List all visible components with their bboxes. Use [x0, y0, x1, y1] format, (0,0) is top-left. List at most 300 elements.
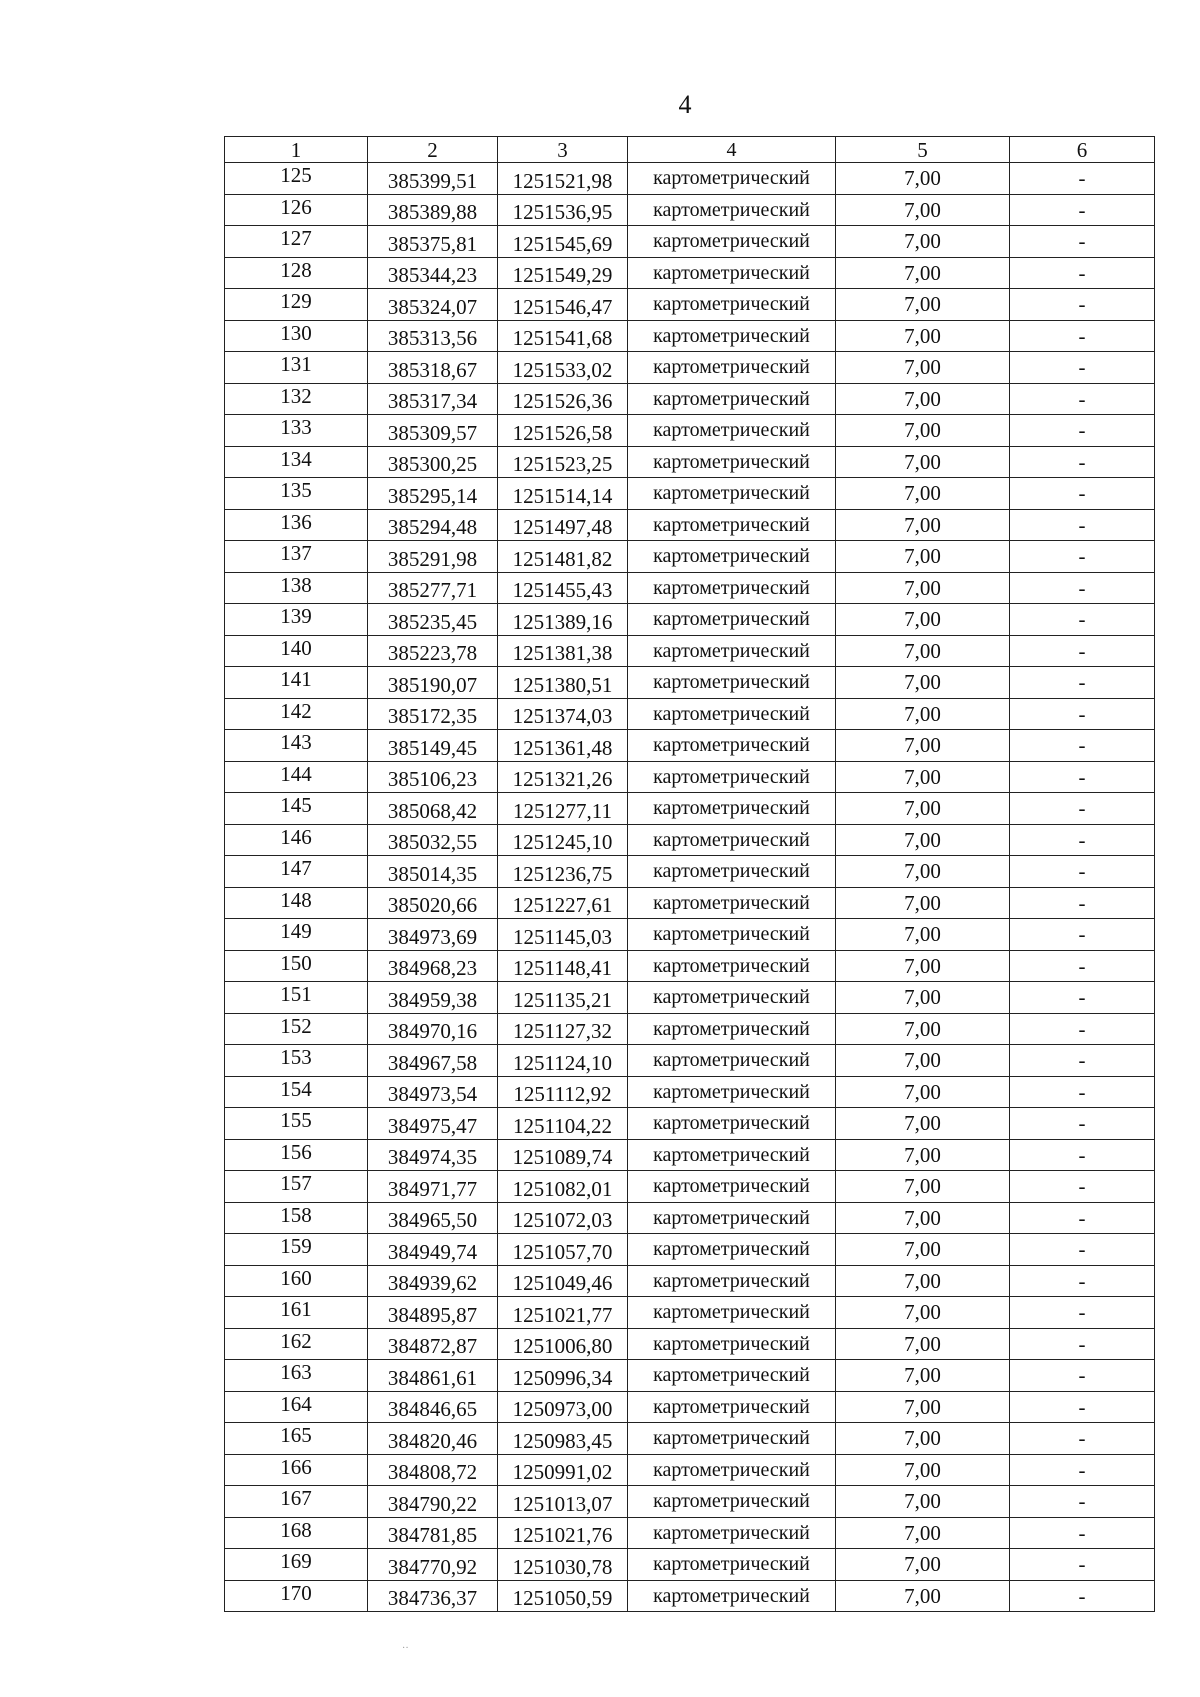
method-cell: картометрический	[628, 1013, 836, 1045]
header-cell-method: 4	[628, 137, 836, 163]
table-row	[225, 1265, 1155, 1297]
method-cell: картометрический	[628, 1391, 836, 1423]
point-number-cell: 130	[225, 320, 368, 352]
x-coordinate-cell: 385399,51	[368, 163, 498, 195]
method-cell: картометрический	[628, 919, 836, 951]
table-row	[225, 667, 1155, 699]
description-cell: -	[1010, 950, 1155, 982]
x-coordinate-cell: 385032,55	[368, 824, 498, 856]
y-coordinate-cell: 1251523,25	[498, 446, 628, 478]
point-number-cell: 168	[225, 1517, 368, 1549]
point-number-cell: 167	[225, 1486, 368, 1518]
header-cell-x: 2	[368, 137, 498, 163]
description-cell: -	[1010, 1517, 1155, 1549]
description-cell: -	[1010, 1580, 1155, 1612]
y-coordinate-cell: 1251236,75	[498, 856, 628, 888]
x-coordinate-cell: 384970,16	[368, 1013, 498, 1045]
point-number-cell: 142	[225, 698, 368, 730]
method-cell: картометрический	[628, 1234, 836, 1266]
y-coordinate-cell: 1250996,34	[498, 1360, 628, 1392]
description-cell: -	[1010, 226, 1155, 258]
accuracy-cell: 7,00	[836, 1297, 1010, 1329]
accuracy-cell: 7,00	[836, 478, 1010, 510]
table-row	[225, 1108, 1155, 1140]
description-cell: -	[1010, 541, 1155, 573]
accuracy-cell: 7,00	[836, 320, 1010, 352]
y-coordinate-cell: 1250983,45	[498, 1423, 628, 1455]
accuracy-cell: 7,00	[836, 1076, 1010, 1108]
y-coordinate-cell: 1251030,78	[498, 1549, 628, 1581]
table-row	[225, 194, 1155, 226]
table-row	[225, 383, 1155, 415]
method-cell: картометрический	[628, 1360, 836, 1392]
method-cell: картометрический	[628, 383, 836, 415]
x-coordinate-cell: 384967,58	[368, 1045, 498, 1077]
x-coordinate-cell: 384973,54	[368, 1076, 498, 1108]
y-coordinate-cell: 1251549,29	[498, 257, 628, 289]
header-cell-point-number: 1	[225, 137, 368, 163]
table-row	[225, 1202, 1155, 1234]
table-row	[225, 541, 1155, 573]
description-cell: -	[1010, 320, 1155, 352]
table-row	[225, 1076, 1155, 1108]
y-coordinate-cell: 1251321,26	[498, 761, 628, 793]
accuracy-cell: 7,00	[836, 226, 1010, 258]
accuracy-cell: 7,00	[836, 604, 1010, 636]
point-number-cell: 133	[225, 415, 368, 447]
description-cell: -	[1010, 982, 1155, 1014]
x-coordinate-cell: 385172,35	[368, 698, 498, 730]
x-coordinate-cell: 384808,72	[368, 1454, 498, 1486]
y-coordinate-cell: 1251381,38	[498, 635, 628, 667]
accuracy-cell: 7,00	[836, 1423, 1010, 1455]
point-number-cell: 144	[225, 761, 368, 793]
accuracy-cell: 7,00	[836, 698, 1010, 730]
x-coordinate-cell: 384974,35	[368, 1139, 498, 1171]
x-coordinate-cell: 384895,87	[368, 1297, 498, 1329]
y-coordinate-cell: 1251541,68	[498, 320, 628, 352]
method-cell: картометрический	[628, 1549, 836, 1581]
description-cell: -	[1010, 1391, 1155, 1423]
point-number-cell: 162	[225, 1328, 368, 1360]
y-coordinate-cell: 1251526,36	[498, 383, 628, 415]
x-coordinate-cell: 384846,65	[368, 1391, 498, 1423]
method-cell: картометрический	[628, 257, 836, 289]
header-cell-description: 6	[1010, 137, 1155, 163]
description-cell: -	[1010, 1139, 1155, 1171]
point-number-cell: 129	[225, 289, 368, 321]
x-coordinate-cell: 385068,42	[368, 793, 498, 825]
y-coordinate-cell: 1251124,10	[498, 1045, 628, 1077]
y-coordinate-cell: 1251545,69	[498, 226, 628, 258]
method-cell: картометрический	[628, 761, 836, 793]
method-cell: картометрический	[628, 509, 836, 541]
point-number-cell: 156	[225, 1139, 368, 1171]
description-cell: -	[1010, 1108, 1155, 1140]
accuracy-cell: 7,00	[836, 1391, 1010, 1423]
table-row	[225, 950, 1155, 982]
x-coordinate-cell: 385317,34	[368, 383, 498, 415]
description-cell: -	[1010, 1360, 1155, 1392]
accuracy-cell: 7,00	[836, 1580, 1010, 1612]
x-coordinate-cell: 385190,07	[368, 667, 498, 699]
point-number-cell: 135	[225, 478, 368, 510]
point-number-cell: 146	[225, 824, 368, 856]
y-coordinate-cell: 1250973,00	[498, 1391, 628, 1423]
description-cell: -	[1010, 478, 1155, 510]
accuracy-cell: 7,00	[836, 730, 1010, 762]
x-coordinate-cell: 384820,46	[368, 1423, 498, 1455]
y-coordinate-cell: 1251135,21	[498, 982, 628, 1014]
table-row	[225, 1486, 1155, 1518]
accuracy-cell: 7,00	[836, 1454, 1010, 1486]
point-number-cell: 153	[225, 1045, 368, 1077]
description-cell: -	[1010, 667, 1155, 699]
method-cell: картометрический	[628, 1297, 836, 1329]
y-coordinate-cell: 1251533,02	[498, 352, 628, 384]
method-cell: картометрический	[628, 572, 836, 604]
point-number-cell: 148	[225, 887, 368, 919]
table-row	[225, 887, 1155, 919]
accuracy-cell: 7,00	[836, 982, 1010, 1014]
point-number-cell: 125	[225, 163, 368, 195]
point-number-cell: 138	[225, 572, 368, 604]
table-row	[225, 257, 1155, 289]
y-coordinate-cell: 1251089,74	[498, 1139, 628, 1171]
point-number-cell: 159	[225, 1234, 368, 1266]
table-row	[225, 1517, 1155, 1549]
description-cell: -	[1010, 1265, 1155, 1297]
description-cell: -	[1010, 1328, 1155, 1360]
accuracy-cell: 7,00	[836, 1139, 1010, 1171]
description-cell: -	[1010, 257, 1155, 289]
table-body	[225, 163, 1155, 1612]
y-coordinate-cell: 1251389,16	[498, 604, 628, 636]
description-cell: -	[1010, 1234, 1155, 1266]
y-coordinate-cell: 1251145,03	[498, 919, 628, 951]
accuracy-cell: 7,00	[836, 824, 1010, 856]
x-coordinate-cell: 384971,77	[368, 1171, 498, 1203]
y-coordinate-cell: 1251374,03	[498, 698, 628, 730]
point-number-cell: 139	[225, 604, 368, 636]
table-row	[225, 1171, 1155, 1203]
description-cell: -	[1010, 572, 1155, 604]
table-row	[225, 1454, 1155, 1486]
point-number-cell: 151	[225, 982, 368, 1014]
method-cell: картометрический	[628, 982, 836, 1014]
accuracy-cell: 7,00	[836, 761, 1010, 793]
description-cell: -	[1010, 1013, 1155, 1045]
table-row	[225, 415, 1155, 447]
table-row	[225, 289, 1155, 321]
accuracy-cell: 7,00	[836, 446, 1010, 478]
y-coordinate-cell: 1250991,02	[498, 1454, 628, 1486]
y-coordinate-cell: 1251361,48	[498, 730, 628, 762]
point-number-cell: 155	[225, 1108, 368, 1140]
accuracy-cell: 7,00	[836, 1549, 1010, 1581]
method-cell: картометрический	[628, 320, 836, 352]
description-cell: -	[1010, 352, 1155, 384]
page-number: 4	[678, 90, 692, 119]
table-row	[225, 1139, 1155, 1171]
x-coordinate-cell: 385300,25	[368, 446, 498, 478]
table-row	[225, 226, 1155, 258]
x-coordinate-cell: 385313,56	[368, 320, 498, 352]
method-cell: картометрический	[628, 730, 836, 762]
description-cell: -	[1010, 1202, 1155, 1234]
point-number-cell: 127	[225, 226, 368, 258]
x-coordinate-cell: 384736,37	[368, 1580, 498, 1612]
header-cell-y: 3	[498, 137, 628, 163]
y-coordinate-cell: 1251049,46	[498, 1265, 628, 1297]
point-number-cell: 143	[225, 730, 368, 762]
y-coordinate-cell: 1251521,98	[498, 163, 628, 195]
x-coordinate-cell: 385295,14	[368, 478, 498, 510]
table-header	[225, 137, 1155, 163]
method-cell: картометрический	[628, 352, 836, 384]
description-cell: -	[1010, 509, 1155, 541]
x-coordinate-cell: 384861,61	[368, 1360, 498, 1392]
x-coordinate-cell: 385309,57	[368, 415, 498, 447]
point-number-cell: 145	[225, 793, 368, 825]
x-coordinate-cell: 384959,38	[368, 982, 498, 1014]
x-coordinate-cell: 385389,88	[368, 194, 498, 226]
accuracy-cell: 7,00	[836, 1328, 1010, 1360]
accuracy-cell: 7,00	[836, 415, 1010, 447]
accuracy-cell: 7,00	[836, 1108, 1010, 1140]
method-cell: картометрический	[628, 856, 836, 888]
accuracy-cell: 7,00	[836, 1486, 1010, 1518]
description-cell: -	[1010, 1454, 1155, 1486]
description-cell: -	[1010, 604, 1155, 636]
description-cell: -	[1010, 194, 1155, 226]
method-cell: картометрический	[628, 1045, 836, 1077]
x-coordinate-cell: 384949,74	[368, 1234, 498, 1266]
method-cell: картометрический	[628, 1486, 836, 1518]
method-cell: картометрический	[628, 1517, 836, 1549]
point-number-cell: 163	[225, 1360, 368, 1392]
table-row	[225, 1549, 1155, 1581]
y-coordinate-cell: 1251013,07	[498, 1486, 628, 1518]
y-coordinate-cell: 1251082,01	[498, 1171, 628, 1203]
y-coordinate-cell: 1251006,80	[498, 1328, 628, 1360]
description-cell: -	[1010, 824, 1155, 856]
point-number-cell: 131	[225, 352, 368, 384]
description-cell: -	[1010, 1076, 1155, 1108]
x-coordinate-cell: 385277,71	[368, 572, 498, 604]
accuracy-cell: 7,00	[836, 383, 1010, 415]
x-coordinate-cell: 385324,07	[368, 289, 498, 321]
x-coordinate-cell: 384781,85	[368, 1517, 498, 1549]
table-row	[225, 793, 1155, 825]
method-cell: картометрический	[628, 1108, 836, 1140]
x-coordinate-cell: 385014,35	[368, 856, 498, 888]
description-cell: -	[1010, 856, 1155, 888]
point-number-cell: 165	[225, 1423, 368, 1455]
y-coordinate-cell: 1251050,59	[498, 1580, 628, 1612]
x-coordinate-cell: 385291,98	[368, 541, 498, 573]
point-number-cell: 137	[225, 541, 368, 573]
point-number-cell: 126	[225, 194, 368, 226]
accuracy-cell: 7,00	[836, 919, 1010, 951]
description-cell: -	[1010, 635, 1155, 667]
description-cell: -	[1010, 698, 1155, 730]
accuracy-cell: 7,00	[836, 1360, 1010, 1392]
accuracy-cell: 7,00	[836, 1234, 1010, 1266]
x-coordinate-cell: 385020,66	[368, 887, 498, 919]
description-cell: -	[1010, 289, 1155, 321]
table-row	[225, 163, 1155, 195]
point-number-cell: 161	[225, 1297, 368, 1329]
y-coordinate-cell: 1251021,77	[498, 1297, 628, 1329]
point-number-cell: 141	[225, 667, 368, 699]
method-cell: картометрический	[628, 1580, 836, 1612]
x-coordinate-cell: 384975,47	[368, 1108, 498, 1140]
y-coordinate-cell: 1251497,48	[498, 509, 628, 541]
table-row	[225, 824, 1155, 856]
description-cell: -	[1010, 415, 1155, 447]
table-row	[225, 1234, 1155, 1266]
table-row	[225, 1360, 1155, 1392]
y-coordinate-cell: 1251481,82	[498, 541, 628, 573]
accuracy-cell: 7,00	[836, 1171, 1010, 1203]
method-cell: картометрический	[628, 1328, 836, 1360]
x-coordinate-cell: 385375,81	[368, 226, 498, 258]
point-number-cell: 158	[225, 1202, 368, 1234]
method-cell: картометрический	[628, 1423, 836, 1455]
table-row	[225, 604, 1155, 636]
description-cell: -	[1010, 919, 1155, 951]
x-coordinate-cell: 384939,62	[368, 1265, 498, 1297]
accuracy-cell: 7,00	[836, 1013, 1010, 1045]
accuracy-cell: 7,00	[836, 950, 1010, 982]
table-row	[225, 1423, 1155, 1455]
method-cell: картометрический	[628, 163, 836, 195]
accuracy-cell: 7,00	[836, 352, 1010, 384]
description-cell: -	[1010, 793, 1155, 825]
table-row	[225, 572, 1155, 604]
table-row	[225, 761, 1155, 793]
table-row	[225, 509, 1155, 541]
header-cell-accuracy: 5	[836, 137, 1010, 163]
method-cell: картометрический	[628, 824, 836, 856]
point-number-cell: 166	[225, 1454, 368, 1486]
description-cell: -	[1010, 887, 1155, 919]
y-coordinate-cell: 1251227,61	[498, 887, 628, 919]
x-coordinate-cell: 385344,23	[368, 257, 498, 289]
x-coordinate-cell: 384790,22	[368, 1486, 498, 1518]
point-number-cell: 150	[225, 950, 368, 982]
method-cell: картометрический	[628, 950, 836, 982]
x-coordinate-cell: 384872,87	[368, 1328, 498, 1360]
table-row	[225, 320, 1155, 352]
description-cell: -	[1010, 1423, 1155, 1455]
x-coordinate-cell: 385235,45	[368, 604, 498, 636]
method-cell: картометрический	[628, 415, 836, 447]
x-coordinate-cell: 385223,78	[368, 635, 498, 667]
y-coordinate-cell: 1251072,03	[498, 1202, 628, 1234]
x-coordinate-cell: 384968,23	[368, 950, 498, 982]
point-number-cell: 134	[225, 446, 368, 478]
point-number-cell: 152	[225, 1013, 368, 1045]
table-row	[225, 856, 1155, 888]
description-cell: -	[1010, 1045, 1155, 1077]
table-row	[225, 1391, 1155, 1423]
description-cell: -	[1010, 1549, 1155, 1581]
x-coordinate-cell: 385106,23	[368, 761, 498, 793]
point-number-cell: 160	[225, 1265, 368, 1297]
point-number-cell: 164	[225, 1391, 368, 1423]
description-cell: -	[1010, 383, 1155, 415]
description-cell: -	[1010, 1297, 1155, 1329]
method-cell: картометрический	[628, 635, 836, 667]
y-coordinate-cell: 1251148,41	[498, 950, 628, 982]
description-cell: -	[1010, 761, 1155, 793]
method-cell: картометрический	[628, 478, 836, 510]
description-cell: -	[1010, 1171, 1155, 1203]
point-number-cell: 149	[225, 919, 368, 951]
accuracy-cell: 7,00	[836, 163, 1010, 195]
header-row	[225, 137, 1155, 163]
description-cell: -	[1010, 1486, 1155, 1518]
accuracy-cell: 7,00	[836, 194, 1010, 226]
method-cell: картометрический	[628, 289, 836, 321]
accuracy-cell: 7,00	[836, 887, 1010, 919]
method-cell: картометрический	[628, 698, 836, 730]
y-coordinate-cell: 1251514,14	[498, 478, 628, 510]
y-coordinate-cell: 1251526,58	[498, 415, 628, 447]
accuracy-cell: 7,00	[836, 509, 1010, 541]
x-coordinate-cell: 384770,92	[368, 1549, 498, 1581]
point-number-cell: 147	[225, 856, 368, 888]
accuracy-cell: 7,00	[836, 257, 1010, 289]
accuracy-cell: 7,00	[836, 1265, 1010, 1297]
accuracy-cell: 7,00	[836, 572, 1010, 604]
point-number-cell: 132	[225, 383, 368, 415]
method-cell: картометрический	[628, 1454, 836, 1486]
accuracy-cell: 7,00	[836, 793, 1010, 825]
point-number-cell: 136	[225, 509, 368, 541]
table-row	[225, 1297, 1155, 1329]
accuracy-cell: 7,00	[836, 667, 1010, 699]
accuracy-cell: 7,00	[836, 635, 1010, 667]
accuracy-cell: 7,00	[836, 1045, 1010, 1077]
y-coordinate-cell: 1251127,32	[498, 1013, 628, 1045]
footer-mark: ··	[402, 1643, 409, 1654]
table-row	[225, 446, 1155, 478]
accuracy-cell: 7,00	[836, 541, 1010, 573]
x-coordinate-cell: 385149,45	[368, 730, 498, 762]
table-row	[225, 982, 1155, 1014]
method-cell: картометрический	[628, 1076, 836, 1108]
table-row	[225, 730, 1155, 762]
accuracy-cell: 7,00	[836, 1517, 1010, 1549]
method-cell: картометрический	[628, 1202, 836, 1234]
method-cell: картометрический	[628, 446, 836, 478]
coordinates-table	[224, 136, 1155, 1612]
method-cell: картометрический	[628, 793, 836, 825]
table-row	[225, 1328, 1155, 1360]
method-cell: картометрический	[628, 1139, 836, 1171]
description-cell: -	[1010, 730, 1155, 762]
x-coordinate-cell: 384965,50	[368, 1202, 498, 1234]
table-row	[225, 1013, 1155, 1045]
y-coordinate-cell: 1251245,10	[498, 824, 628, 856]
y-coordinate-cell: 1251536,95	[498, 194, 628, 226]
table-row	[225, 352, 1155, 384]
description-cell: -	[1010, 163, 1155, 195]
x-coordinate-cell: 385318,67	[368, 352, 498, 384]
